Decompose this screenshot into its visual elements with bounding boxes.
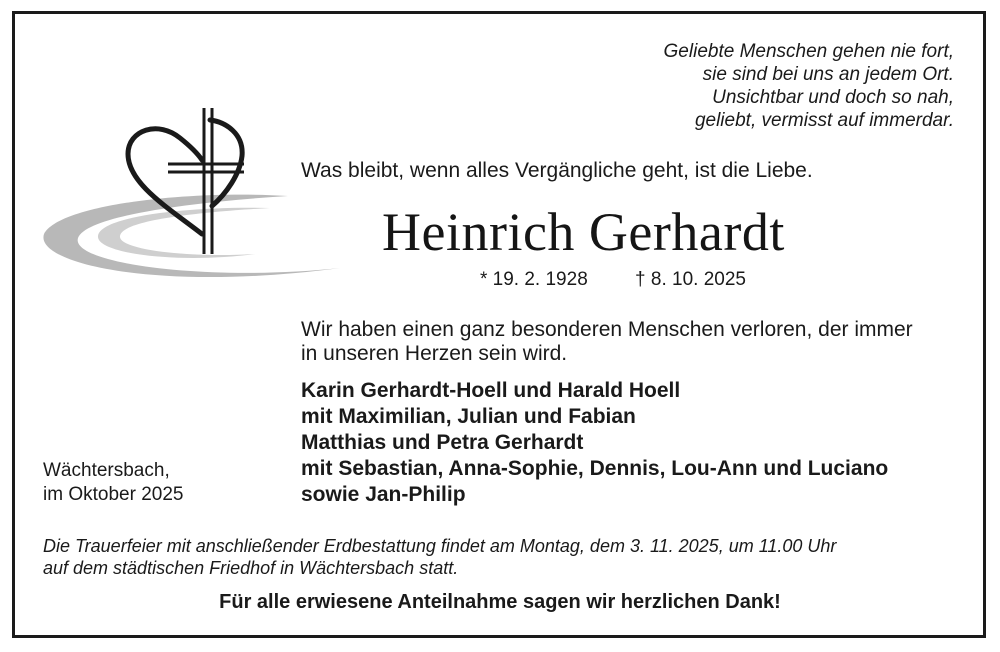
place-date xyxy=(43,459,183,507)
place-line: im Oktober 2025 xyxy=(43,484,184,505)
poem-line: sie sind bei uns an jedem Ort. xyxy=(702,64,954,85)
mourner-line: Karin Gerhardt-Hoell und Harald Hoell xyxy=(301,379,681,402)
thanks-text: Für alle erwiesene Anteilnahme sagen wir herzlichen Dank! xyxy=(219,591,781,613)
heart-cross-swoosh-icon xyxy=(40,104,350,294)
place-line: Wächtersbach, xyxy=(43,460,170,481)
mourners-list xyxy=(301,378,888,508)
mourner-line: sowie Jan-Philip xyxy=(301,483,466,506)
poem-line: Geliebte Menschen gehen nie fort, xyxy=(663,41,954,62)
loss-text xyxy=(301,318,913,366)
funeral-notice xyxy=(43,535,836,579)
motto: Was bleibt, wenn alles Vergängliche geht, ist die Liebe. xyxy=(301,159,813,182)
birth-date: * 19. 2. 1928 xyxy=(480,269,588,290)
poem-line: geliebt, vermisst auf immerdar. xyxy=(694,110,954,131)
mourner-line: Matthias und Petra Gerhardt xyxy=(301,431,584,454)
poem-line: Unsichtbar und doch so nah, xyxy=(712,87,954,108)
poem xyxy=(664,40,954,132)
life-dates xyxy=(480,269,746,291)
funeral-line: Die Trauerfeier mit anschließender Erdbestattung findet am Montag, dem 3. 11. 2025, um 11.00 Uhr xyxy=(43,536,837,556)
loss-line: Wir haben einen ganz besonderen Menschen verloren, der immer xyxy=(301,318,913,341)
funeral-line: auf dem städtischen Friedhof in Wächtersbach statt. xyxy=(43,558,459,578)
mourner-line: mit Sebastian, Anna-Sophie, Dennis, Lou-Ann und Luciano xyxy=(301,457,889,480)
death-date: † 8. 10. 2025 xyxy=(635,269,746,290)
deceased-name: Heinrich Gerhardt xyxy=(382,202,785,262)
mourner-line: mit Maximilian, Julian und Fabian xyxy=(301,405,636,428)
loss-line: in unseren Herzen sein wird. xyxy=(301,342,568,365)
